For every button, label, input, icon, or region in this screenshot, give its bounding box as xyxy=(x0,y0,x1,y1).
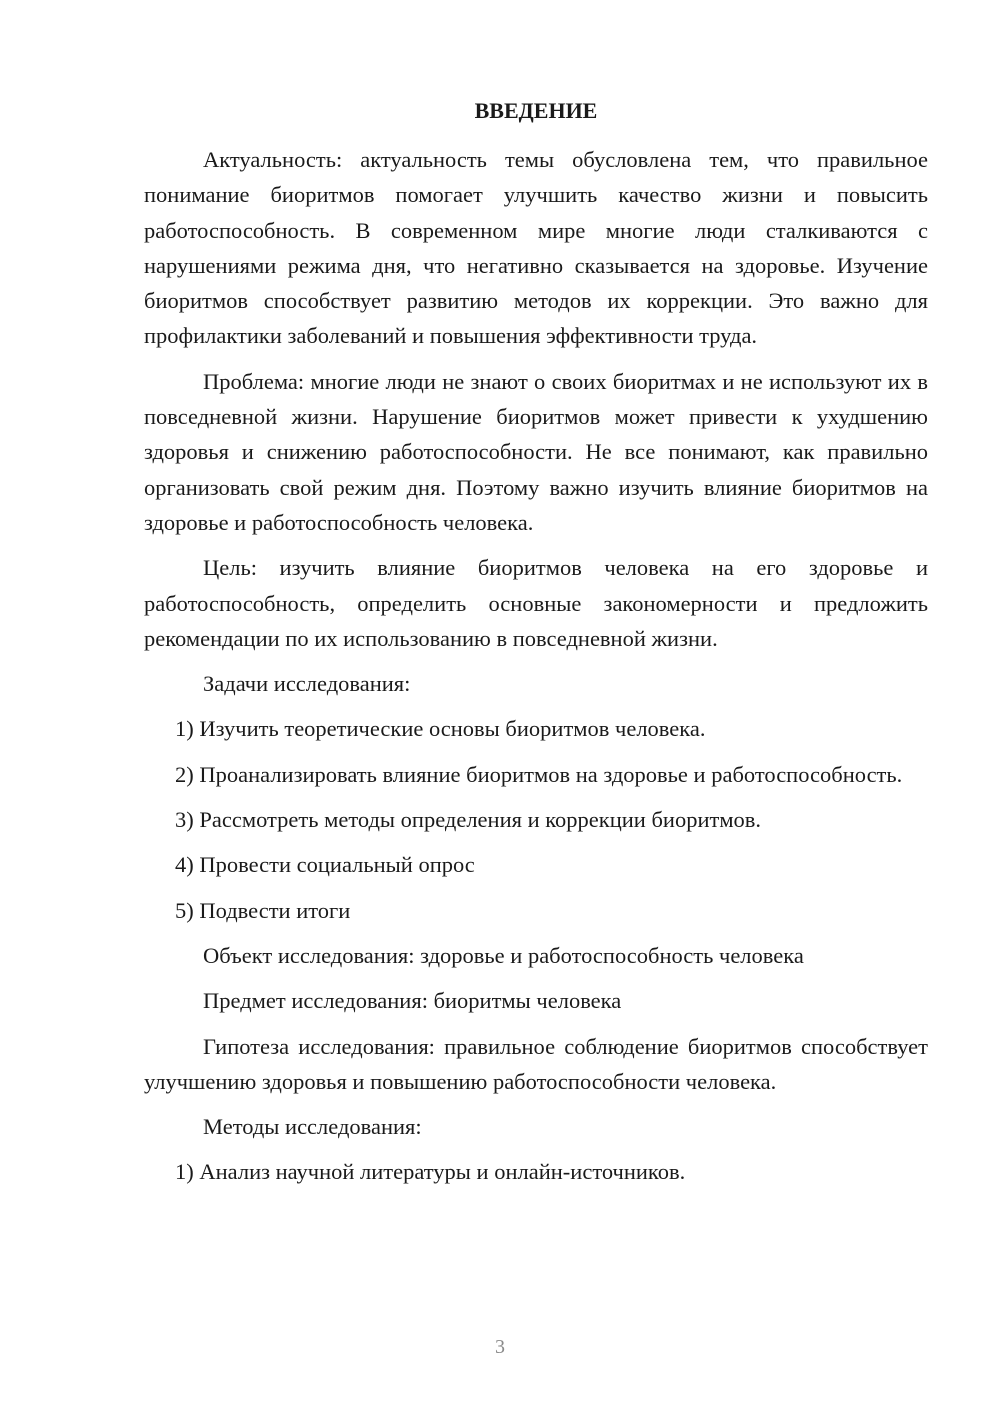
task-item-3: 3) Рассмотреть методы определения и коррекции биоритмов. xyxy=(175,807,762,833)
research-subject: Предмет исследования: биоритмы человека xyxy=(203,988,622,1014)
research-object: Объект исследования: здоровье и работоспособность человека xyxy=(203,942,804,968)
task-item-5: 5) Подвести итоги xyxy=(175,897,351,923)
document-body xyxy=(144,142,928,1200)
method-item-1: 1) Анализ научной литературы и онлайн-источников. xyxy=(175,1159,686,1185)
task-item-1: 1) Изучить теоретические основы биоритмов человека. xyxy=(175,716,706,742)
task-item-4: 4) Провести социальный опрос xyxy=(175,852,475,878)
tasks-heading: Задачи исследования: xyxy=(203,671,411,697)
relevance-paragraph: Актуальность: актуальность темы обусловлена тем, что правильное понимание биоритмов помогает улучшить качество жизни и повысить работоспособность. В современном мире многие люди сталкиваются с нарушениями режима дня, что негативно сказывается на здоровье. Изучение биоритмов способствует развитию методов их коррекции. Это важно для профилактики заболеваний и повышения эффективности труда. xyxy=(144,147,928,349)
goal-paragraph: Цель: изучить влияние биоритмов человека на его здоровье и работоспособность, определить основные закономерности и предложить рекомендации по их использованию в повседневной жизни. xyxy=(144,555,928,651)
task-item-2: 2) Проанализировать влияние биоритмов на здоровье и работоспособность. xyxy=(175,761,903,787)
hypothesis-paragraph: Гипотеза исследования: правильное соблюдение биоритмов способствует улучшению здоровья и повышению работоспособности человека. xyxy=(144,1033,928,1094)
page-title: ВВЕДЕНИЕ xyxy=(474,98,598,123)
document-page xyxy=(144,0,928,1414)
page-number: 3 xyxy=(495,1336,505,1358)
methods-heading: Методы исследования: xyxy=(203,1114,422,1140)
problem-paragraph: Проблема: многие люди не знают о своих биоритмах и не используют их в повседневной жизни. Нарушение биоритмов может привести к ухудшению здоровья и снижению работоспособности. Не все понимают, как правильно организовать свой режим дня. Поэтому важно изучить влияние биоритмов на здоровье и работоспособность человека. xyxy=(144,368,928,535)
